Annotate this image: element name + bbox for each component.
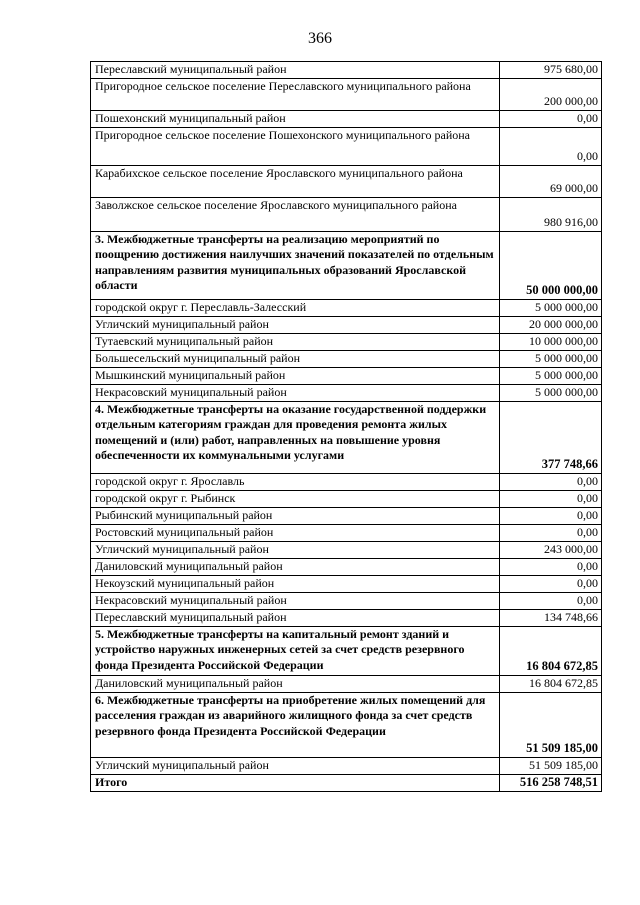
amount: 5 000 000,00 — [500, 299, 602, 316]
municipality-name: Тутаевский муниципальный район — [91, 333, 500, 350]
municipality-name: Угличский муниципальный район — [91, 316, 500, 333]
municipality-name: городской округ г. Ярославль — [91, 473, 500, 490]
municipality-name: Пригородное сельское поселение Переславского муниципального района — [91, 78, 500, 110]
section-amount: 516 258 748,51 — [500, 774, 602, 791]
amount: 200 000,00 — [500, 78, 602, 110]
municipality-name: Некрасовский муниципальный район — [91, 384, 500, 401]
table-row — [91, 541, 602, 558]
amount: 16 804 672,85 — [500, 675, 602, 692]
amount: 0,00 — [500, 473, 602, 490]
municipality-name: Некрасовский муниципальный район — [91, 592, 500, 609]
municipality-name: городской округ г. Рыбинск — [91, 490, 500, 507]
municipality-name: Некоузский муниципальный район — [91, 575, 500, 592]
amount: 5 000 000,00 — [500, 350, 602, 367]
amount: 0,00 — [500, 592, 602, 609]
municipality-name: Угличский муниципальный район — [91, 541, 500, 558]
amount: 0,00 — [500, 110, 602, 127]
table-row — [91, 299, 602, 316]
table-row — [91, 675, 602, 692]
municipality-name: Даниловский муниципальный район — [91, 675, 500, 692]
table-row — [91, 62, 602, 79]
table-row — [91, 316, 602, 333]
municipality-name: Переславский муниципальный район — [91, 62, 500, 79]
amount: 5 000 000,00 — [500, 384, 602, 401]
municipality-name: Рыбинский муниципальный район — [91, 507, 500, 524]
municipality-name: Пошехонский муниципальный район — [91, 110, 500, 127]
amount: 134 748,66 — [500, 609, 602, 626]
section-title: 3. Межбюджетные трансферты на реализацию мероприятий по поощрению достижения наилучших значений показателей по отдельным направлениям развития муниципальных образований Ярославской области — [91, 231, 500, 299]
table-row — [91, 592, 602, 609]
table-row — [91, 507, 602, 524]
amount: 51 509 185,00 — [500, 757, 602, 774]
table-row — [91, 524, 602, 541]
table-section-row — [91, 626, 602, 675]
table-row — [91, 78, 602, 110]
municipality-name: Пригородное сельское поселение Пошехонского муниципального района — [91, 127, 500, 165]
section-amount: 50 000 000,00 — [500, 231, 602, 299]
amount: 20 000 000,00 — [500, 316, 602, 333]
table-row — [91, 558, 602, 575]
budget-table — [90, 61, 602, 792]
table-section-row — [91, 774, 602, 791]
amount: 0,00 — [500, 507, 602, 524]
municipality-name: Ростовский муниципальный район — [91, 524, 500, 541]
amount: 243 000,00 — [500, 541, 602, 558]
amount: 0,00 — [500, 127, 602, 165]
municipality-name: Мышкинский муниципальный район — [91, 367, 500, 384]
amount: 0,00 — [500, 490, 602, 507]
municipality-name: Переславский муниципальный район — [91, 609, 500, 626]
section-title: Итого — [91, 774, 500, 791]
table-row — [91, 197, 602, 231]
table-row — [91, 165, 602, 197]
municipality-name: Заволжское сельское поселение Ярославского муниципального района — [91, 197, 500, 231]
section-amount: 51 509 185,00 — [500, 692, 602, 757]
municipality-name: Большесельский муниципальный район — [91, 350, 500, 367]
amount: 0,00 — [500, 575, 602, 592]
amount: 0,00 — [500, 558, 602, 575]
municipality-name: городской округ г. Переславль-Залесский — [91, 299, 500, 316]
table-row — [91, 609, 602, 626]
section-title: 6. Межбюджетные трансферты на приобретение жилых помещений для расселения граждан из аварийного жилищного фонда за счет средств резервного фонда Президента Российской Федерации — [91, 692, 500, 757]
amount: 0,00 — [500, 524, 602, 541]
table-row — [91, 490, 602, 507]
table-row — [91, 575, 602, 592]
table-section-row — [91, 231, 602, 299]
section-title: 4. Межбюджетные трансферты на оказание государственной поддержки отдельным категориям граждан для проведения ремонта жилых помещений и (или) работ, направленных на повышение уровня обеспеченности их коммунальными услугами — [91, 401, 500, 473]
amount: 975 680,00 — [500, 62, 602, 79]
table-row — [91, 473, 602, 490]
table-row — [91, 384, 602, 401]
table-section-row — [91, 692, 602, 757]
table-row — [91, 757, 602, 774]
table-row — [91, 350, 602, 367]
page-number: 366 — [308, 30, 332, 47]
amount: 980 916,00 — [500, 197, 602, 231]
table-section-row — [91, 401, 602, 473]
table-row — [91, 333, 602, 350]
section-title: 5. Межбюджетные трансферты на капитальный ремонт зданий и устройство наружных инженерных сетей за счет средств резервного фонда Президента Российской Федерации — [91, 626, 500, 675]
amount: 69 000,00 — [500, 165, 602, 197]
amount: 10 000 000,00 — [500, 333, 602, 350]
municipality-name: Даниловский муниципальный район — [91, 558, 500, 575]
section-amount: 377 748,66 — [500, 401, 602, 473]
section-amount: 16 804 672,85 — [500, 626, 602, 675]
table-row — [91, 127, 602, 165]
municipality-name: Карабихское сельское поселение Ярославского муниципального района — [91, 165, 500, 197]
amount: 5 000 000,00 — [500, 367, 602, 384]
table-row — [91, 110, 602, 127]
table-row — [91, 367, 602, 384]
municipality-name: Угличский муниципальный район — [91, 757, 500, 774]
